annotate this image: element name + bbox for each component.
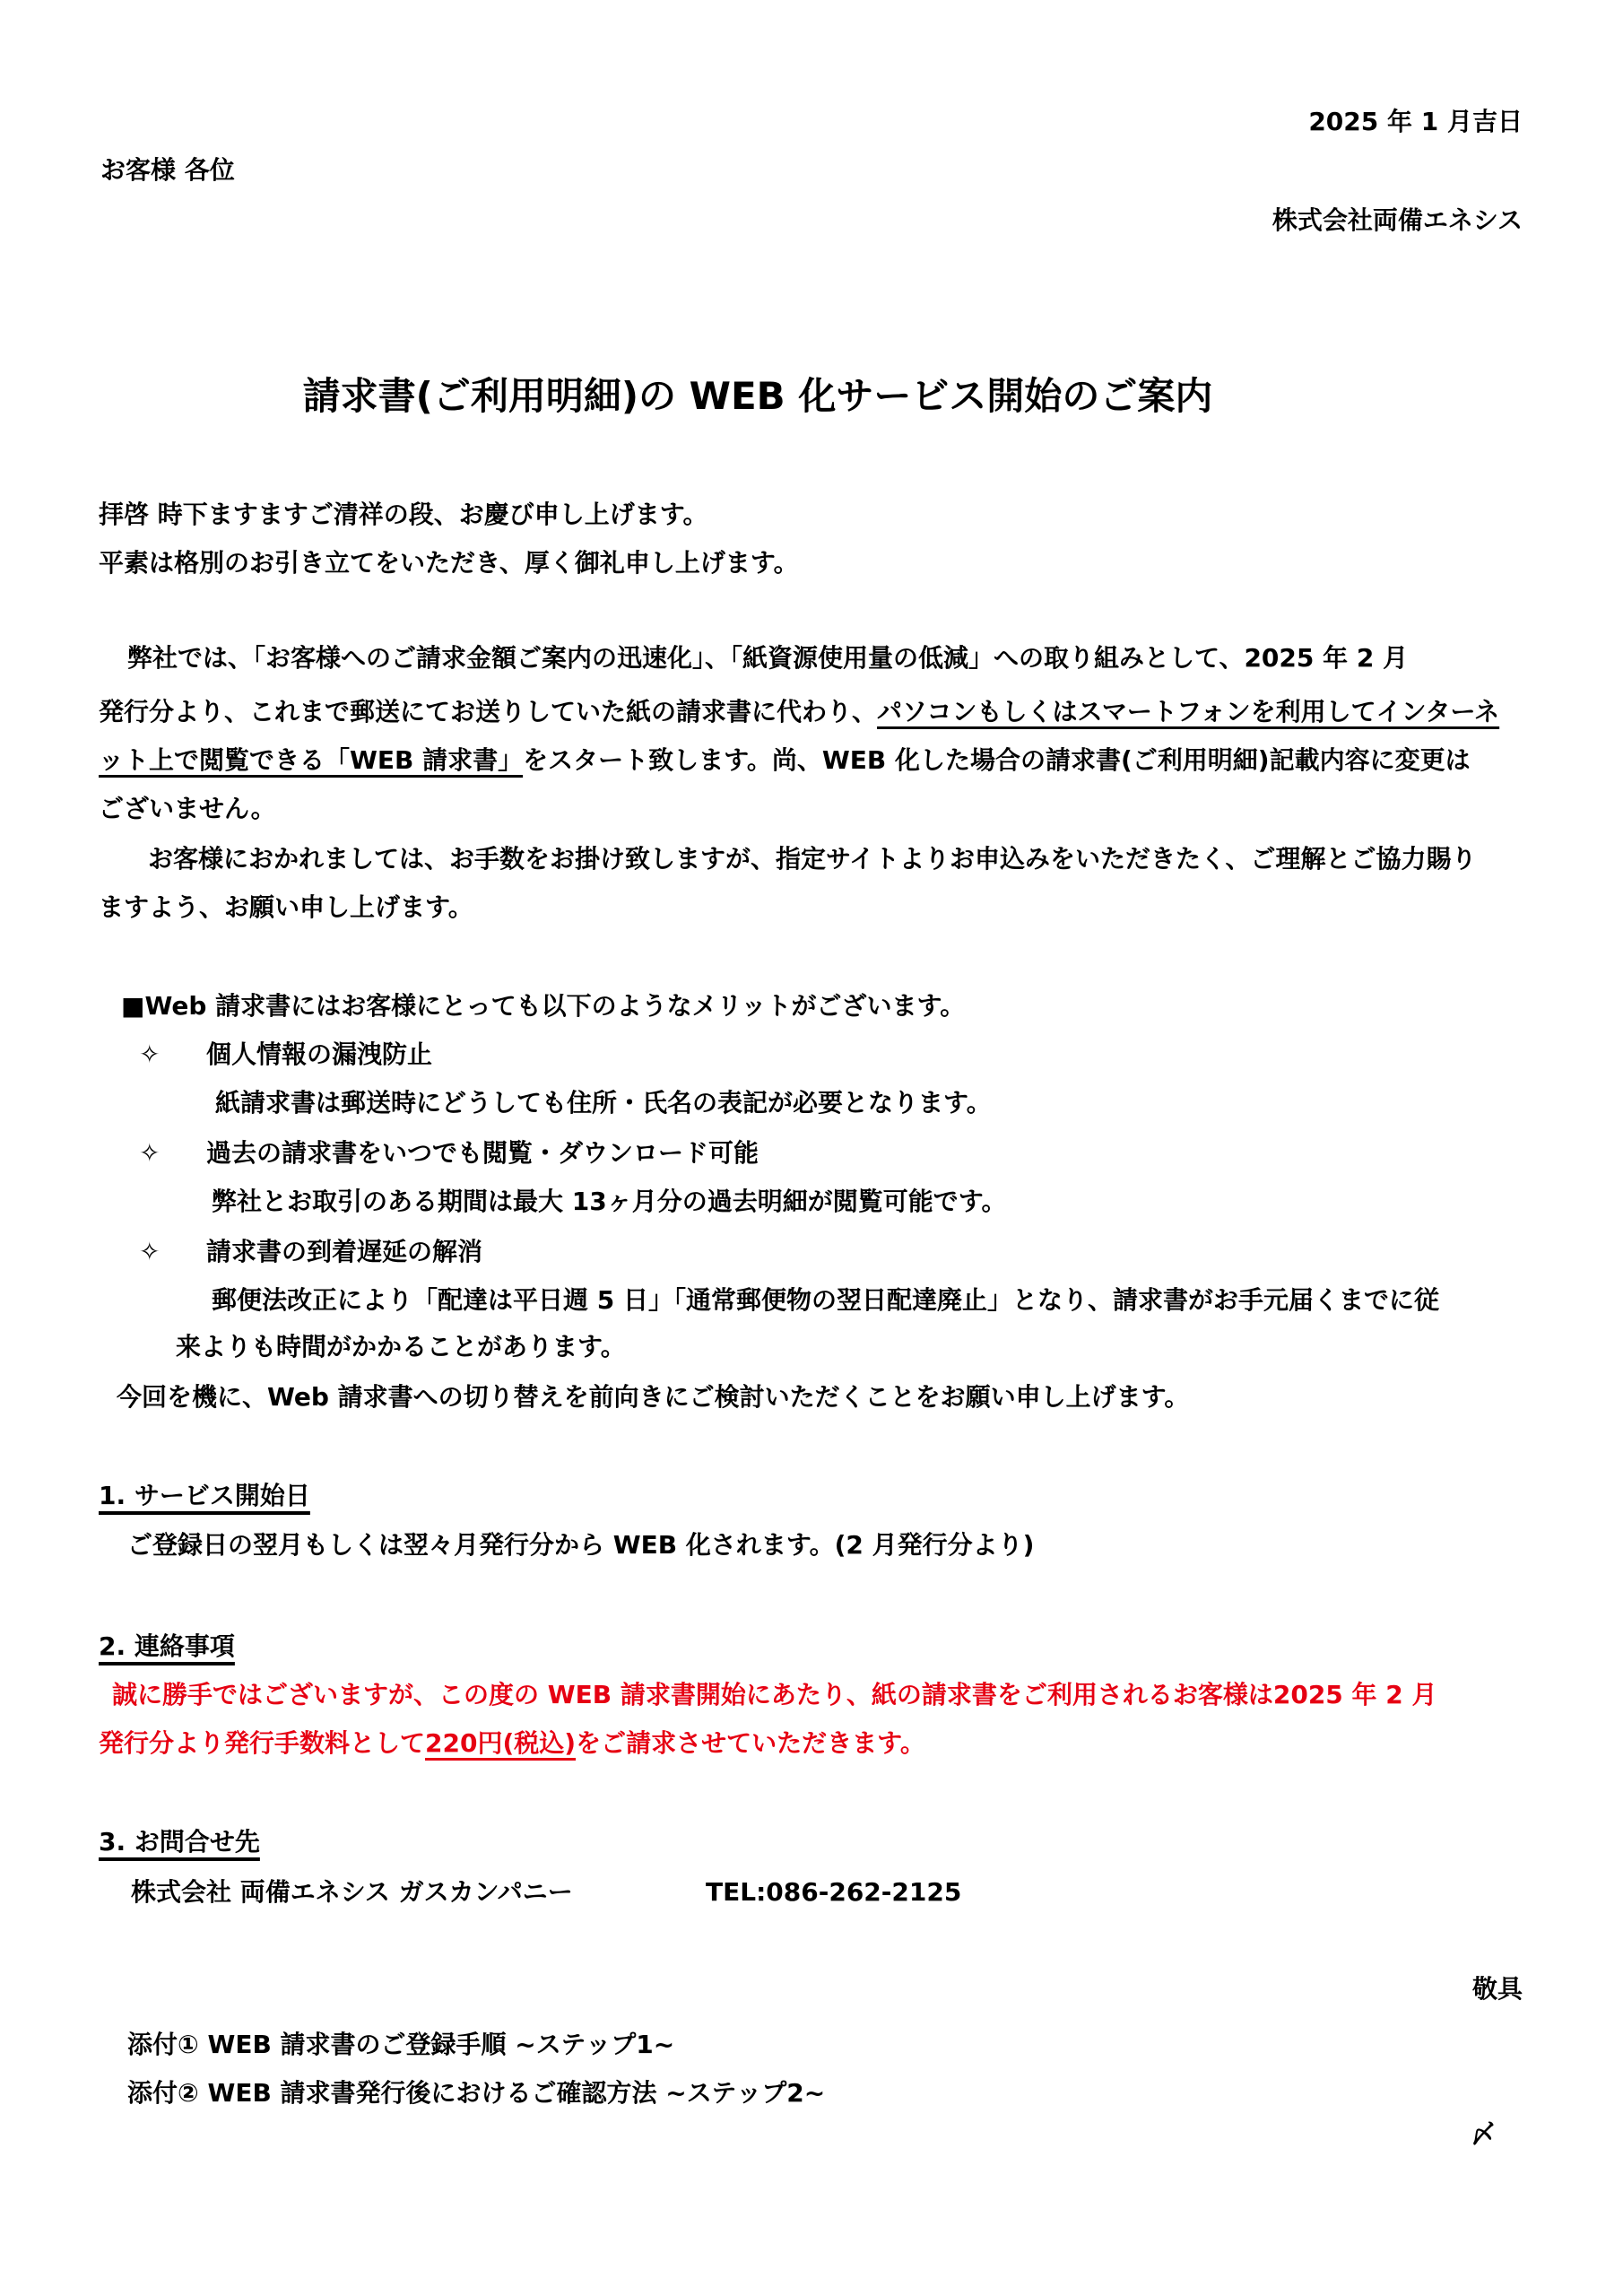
intro-line-3 [99, 744, 1471, 777]
intro-line-4: ございません。 [99, 794, 276, 823]
notice-text: 発行分より発行手数料として [99, 1728, 426, 1758]
merit-desc: 来よりも時間がかかることがあります。 [176, 1332, 626, 1361]
merit-item-2 [139, 1137, 759, 1170]
contact-tel: TEL:086-262-2125 [706, 1877, 962, 1907]
notice-text: をご請求させていただきます。 [576, 1728, 925, 1758]
contact-company: 株式会社 両備エネシス ガスカンパニー [131, 1877, 573, 1907]
section-2-notice-line-2 [99, 1727, 925, 1760]
merit-title: 過去の請求書をいつでも閲覧・ダウンロード可能 [206, 1138, 759, 1168]
section-2-heading: 2. 連絡事項 [99, 1631, 235, 1661]
sender-company: 株式会社両備エネシス [1271, 205, 1523, 235]
greeting-line-1: 拝啓 時下ますますご清祥の段、お慶び申し上げます。 [99, 500, 708, 529]
attachment-1: 添付① WEB 請求書のご登録手順 ~ステップ1~ [127, 2030, 675, 2059]
section-1-body: ご登録日の翌月もしくは翌々月発行分から WEB 化されます。(2 月発行分より) [127, 1530, 1035, 1560]
intro-line-5: お客様におかれましては、お手数をお掛け致しますが、指定サイトよりお申込みをいただきたく、ご理解とご協力賜り [148, 844, 1477, 874]
fee-amount: 220円(税込) [425, 1728, 577, 1758]
sparkle-bullet-icon: ✧ [139, 1039, 161, 1069]
section-3-heading: 3. お問合せ先 [99, 1827, 260, 1857]
merit-desc: 紙請求書は郵送時にどうしても住所・氏名の表記が必要となります。 [215, 1088, 992, 1118]
intro-line-3-text: をスタート致します。尚、WEB 化した場合の請求書(ご利用明細)記載内容に変更は [523, 745, 1471, 775]
section-2-notice-line-1: 誠に勝手ではございますが、この度の WEB 請求書開始にあたり、紙の請求書をご利用されるお客様は2025 年 2 月 [112, 1680, 1437, 1709]
sparkle-bullet-icon: ✧ [139, 1237, 161, 1266]
intro-line-2-text: 発行分より、これまで郵送にてお送りしていた紙の請求書に代わり、 [99, 697, 878, 726]
intro-highlight-2: ット上で閲覧できる「WEB 請求書」 [99, 745, 524, 775]
section-1-heading: 1. サービス開始日 [99, 1481, 310, 1510]
end-mark: 〆 [1471, 2119, 1497, 2149]
merit-title: 請求書の到着遅延の解消 [206, 1237, 483, 1266]
merits-closing: 今回を機に、Web 請求書への切り替えを前向きにご検討いただくことをお願い申し上げます。 [117, 1382, 1190, 1412]
merit-item-3 [139, 1236, 482, 1268]
merit-desc: 郵便法改正により「配達は平日週 5 日」「通常郵便物の翌日配達廃止」となり、請求書がお手元届くまでに従 [212, 1285, 1439, 1315]
intro-line-2 [99, 696, 1499, 728]
intro-line-1: 弊社では、「お客様へのご請求金額ご案内の迅速化」、「紙資源使用量の低減」への取り組みとして、2025 年 2 月 [127, 643, 1409, 673]
attachment-2: 添付② WEB 請求書発行後におけるご確認方法 ~ステップ2~ [127, 2078, 826, 2108]
merit-title: 個人情報の漏洩防止 [206, 1039, 433, 1069]
merit-desc: 弊社とお取引のある期間は最大 13ヶ月分の過去明細が閲覧可能です。 [212, 1187, 1007, 1216]
greeting-line-2: 平素は格別のお引き立てをいただき、厚く御礼申し上げます。 [99, 548, 799, 578]
recipient: お客様 各位 [100, 155, 235, 185]
closing-keigu: 敬具 [1471, 1974, 1523, 2004]
merit-item-1 [139, 1039, 432, 1071]
sparkle-bullet-icon: ✧ [139, 1138, 161, 1168]
document-date: 2025 年 1 月吉日 [1308, 107, 1523, 136]
intro-line-6: ますよう、お願い申し上げます。 [99, 892, 473, 922]
merits-heading: ■Web 請求書にはお客様にとっても以下のようなメリットがございます。 [121, 991, 966, 1021]
page-title: 請求書(ご利用明細)の WEB 化サービス開始のご案内 [302, 374, 1213, 418]
intro-highlight-1: パソコンもしくはスマートフォンを利用してインターネ [877, 697, 1500, 726]
